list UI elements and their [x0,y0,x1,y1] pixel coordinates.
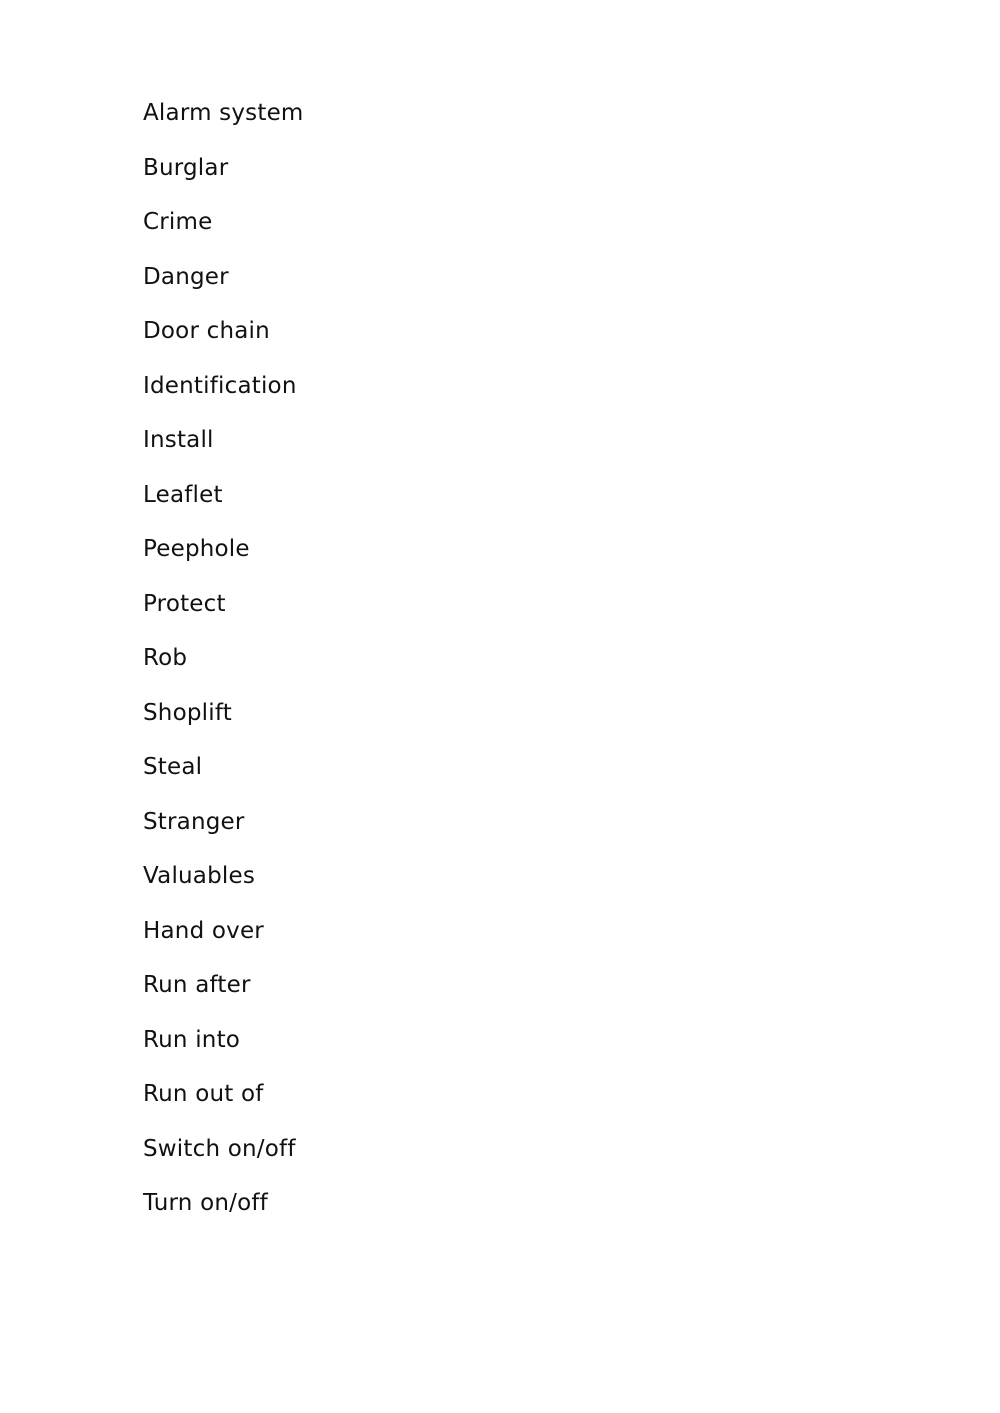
list-item: Alarm system [143,100,304,126]
list-item: Crime [143,209,213,235]
list-item: Valuables [143,863,256,889]
list-item: Burglar [143,154,229,181]
vocabulary-list [143,95,304,1240]
list-item: Rob [143,645,188,671]
list-item: Shoplift [143,699,232,726]
list-item: Stranger [143,808,245,835]
list-item: Run after [143,972,251,998]
list-item: Peephole [143,536,250,562]
list-item: Danger [143,263,229,290]
list-item: Run out of [143,1081,264,1107]
list-item: Steal [143,754,203,780]
list-item: Hand over [143,917,264,944]
list-item: Switch on/off [143,1135,296,1162]
list-item: Install [143,427,214,453]
list-item: Turn on/off [143,1190,268,1216]
list-item: Identification [143,372,297,399]
list-item: Leaflet [143,481,223,508]
list-item: Run into [143,1026,241,1053]
list-item: Door chain [143,318,270,344]
list-item: Protect [143,590,226,617]
